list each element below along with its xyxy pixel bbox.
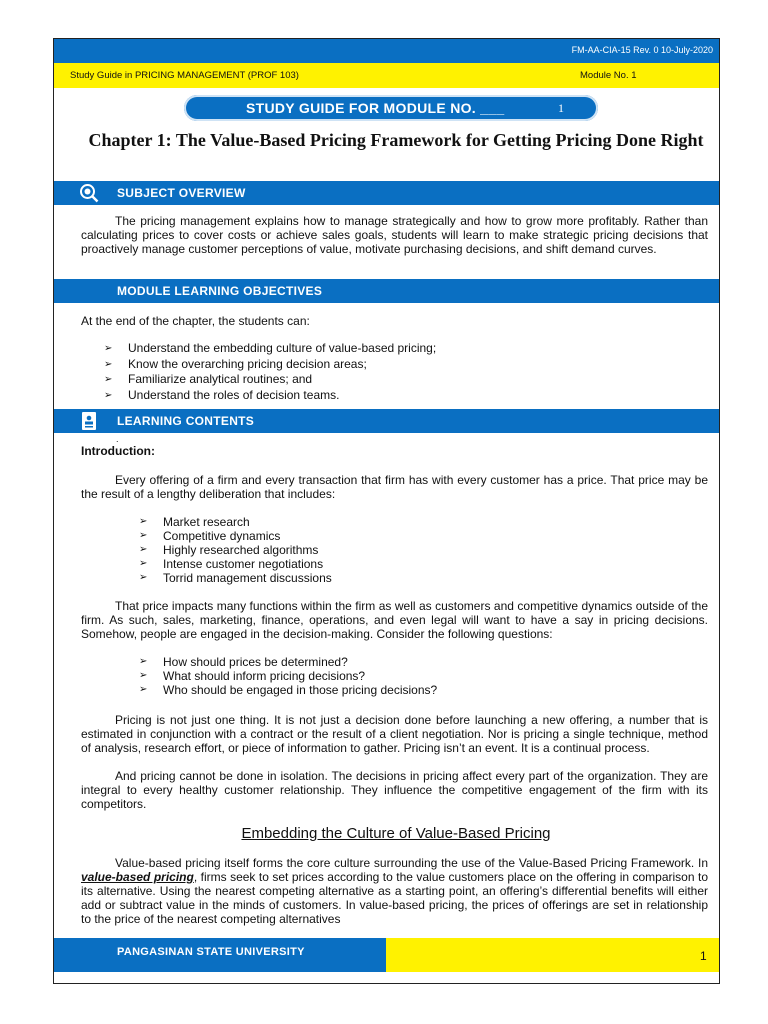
module-title-number: 1 — [558, 101, 564, 115]
list-item: ➢ What should inform pricing decisions? — [139, 669, 539, 683]
chapter-title: Chapter 1: The Value-Based Pricing Framework for Getting Pricing Done Right — [88, 130, 704, 150]
list-item: ➢ Torrid management discussions — [139, 571, 539, 585]
module-number: Module No. 1 — [580, 70, 637, 81]
list-item: ➢ Familiarize analytical routines; and — [104, 372, 604, 388]
university-name: PANGASINAN STATE UNIVERSITY — [117, 946, 305, 958]
intro-paragraph-2: That price impacts many functions within the firm as well as customers and competitive dynamics outside of the firm. As such, sales, marketing, finance, operations, and even legal will want to have a say in pricing decisions. Somehow, people are engaged in the decision-making. Consider the following questions: — [81, 599, 708, 641]
list-item: ➢ Who should be engaged in those pricing decisions? — [139, 683, 539, 697]
list-item: ➢ How should prices be determined? — [139, 655, 539, 669]
objectives-intro: At the end of the chapter, the students can: — [81, 314, 310, 328]
page-border — [53, 38, 720, 984]
intro-paragraph-1: Every offering of a firm and every transaction that firm has with every customer has a price. That price may be the result of a lengthy deliberation that includes: — [81, 473, 708, 501]
section-subject-overview — [54, 181, 719, 205]
overview-paragraph: The pricing management explains how to manage strategically and how to grow more profitably. Rather than calculating prices to cover costs or achieve sales goals, students will learn to make strategic pricing decisions that proactively manage customer perceptions of value, motivate purchasing decisions, and shift demand curves. — [81, 214, 708, 256]
header-bar — [54, 39, 719, 63]
intro-paragraph-3: Pricing is not just one thing. It is not just a decision done before launching a new offering, a number that is estimated in conjunction with a contract or the result of a client negotiation. Nor is pricing a single technique, method of analysis, research effort, or piece of information to gather. Pricing isn’t an event. It is a continual process. — [81, 713, 708, 755]
study-guide-label: Study Guide in PRICING MANAGEMENT (PROF 103) — [70, 70, 299, 81]
list-item: ➢ Understand the roles of decision teams. — [104, 388, 604, 404]
section-label: LEARNING CONTENTS — [117, 414, 255, 428]
introduction-heading: Introduction: — [81, 444, 155, 458]
list-item: ➢ Market research — [139, 515, 539, 529]
embedding-paragraph: Value-based pricing itself forms the core culture surrounding the use of the Value-Based Pricing Framework. In value-based pricing, firms seek to set prices according to the value customers place on the offering in comparison to its alternative. Using the nearest competing alternative as a starting point, an offering’s differential benefits will either add or subtract value in the minds of customers. In value-based pricing, the prices of offerings are set in relationship to the price of the nearest competing alternatives — [81, 856, 708, 926]
keyword-value-based-pricing: value-based pricing — [81, 870, 194, 884]
footer-university-block — [54, 938, 386, 972]
form-code: FM-AA-CIA-15 Rev. 0 10-July-2020 — [571, 45, 713, 55]
embedding-heading: Embedding the Culture of Value-Based Pricing — [241, 825, 551, 842]
intro-paragraph-4: And pricing cannot be done in isolation. The decisions in pricing affect every part of the organization. They are integral to every healthy customer relationship. They influence the competitive engagement of the firm with its competitors. — [81, 769, 708, 811]
page-number: 1 — [700, 949, 707, 963]
list-item: ➢ Know the overarching pricing decision areas; — [104, 357, 604, 373]
module-title-pill — [184, 95, 598, 121]
magnifier-icon — [79, 183, 99, 203]
section-learning-objectives — [54, 279, 719, 303]
list-item: ➢ Intense customer negotiations — [139, 557, 539, 571]
list-item: ➢ Competitive dynamics — [139, 529, 539, 543]
stray-dot: . — [116, 434, 119, 444]
deliberation-list — [139, 515, 539, 585]
section-learning-contents — [54, 409, 719, 433]
list-item: ➢ Understand the embedding culture of value-based pricing; — [104, 341, 604, 357]
header-subbar — [54, 63, 719, 88]
module-title: STUDY GUIDE FOR MODULE NO. ___ — [246, 100, 505, 116]
list-item: ➢ Highly researched algorithms — [139, 543, 539, 557]
objectives-list — [104, 341, 604, 403]
section-label: MODULE LEARNING OBJECTIVES — [117, 284, 323, 298]
questions-list — [139, 655, 539, 697]
section-label: SUBJECT OVERVIEW — [117, 186, 246, 200]
document-icon — [79, 411, 99, 431]
